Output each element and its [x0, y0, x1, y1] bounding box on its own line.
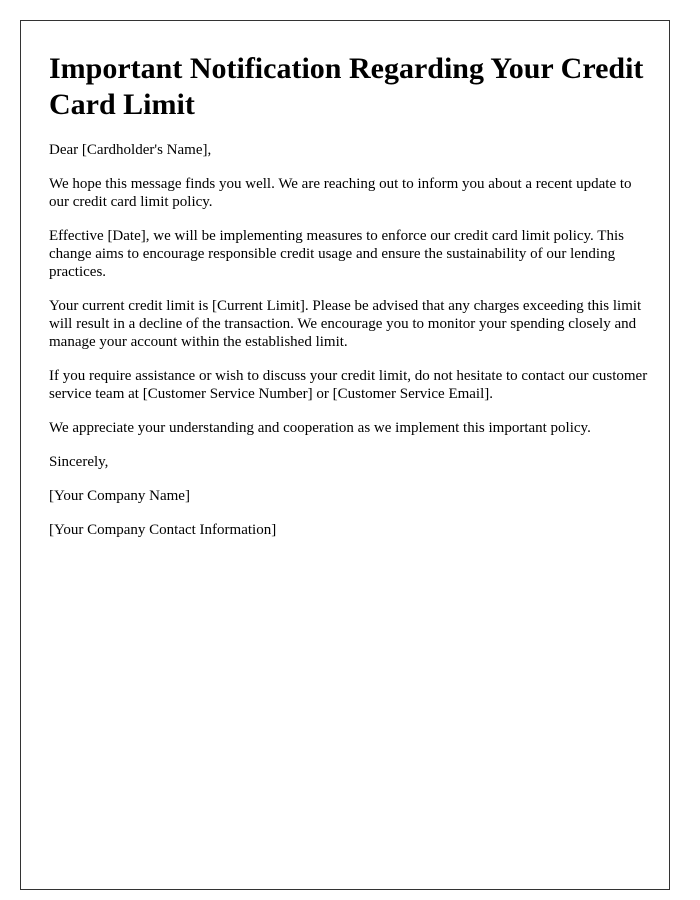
letter-title: Important Notification Regarding Your Credit Card Limit [49, 52, 644, 121]
company-contact-info: [Your Company Contact Information] [49, 522, 277, 538]
letter-page [20, 20, 670, 890]
letter-closing: Sincerely, [49, 454, 109, 470]
letter-paragraph-effective: Effective [Date], we will be implementing measures to enforce our credit card limit policy. This change aims to encourage responsible credit usage and ensure the sustainability of our lending practices. [49, 228, 624, 280]
letter-paragraph-appreciation: We appreciate your understanding and cooperation as we implement this important policy. [49, 420, 591, 436]
company-name: [Your Company Name] [49, 488, 190, 504]
letter-paragraph-limit: Your current credit limit is [Current Limit]. Please be advised that any charges exceeding this limit will result in a decline of the transaction. We encourage you to monitor your spending closely and manage your account within the established limit. [49, 298, 642, 350]
letter-greeting: Dear [Cardholder's Name], [49, 142, 212, 158]
letter-paragraph-intro: We hope this message finds you well. We are reaching out to inform you about a recent update to our credit card limit policy. [49, 176, 632, 210]
letter-paragraph-contact: If you require assistance or wish to discuss your credit limit, do not hesitate to contact our customer service team at [Customer Service Number] or [Customer Service Email]. [49, 368, 648, 402]
